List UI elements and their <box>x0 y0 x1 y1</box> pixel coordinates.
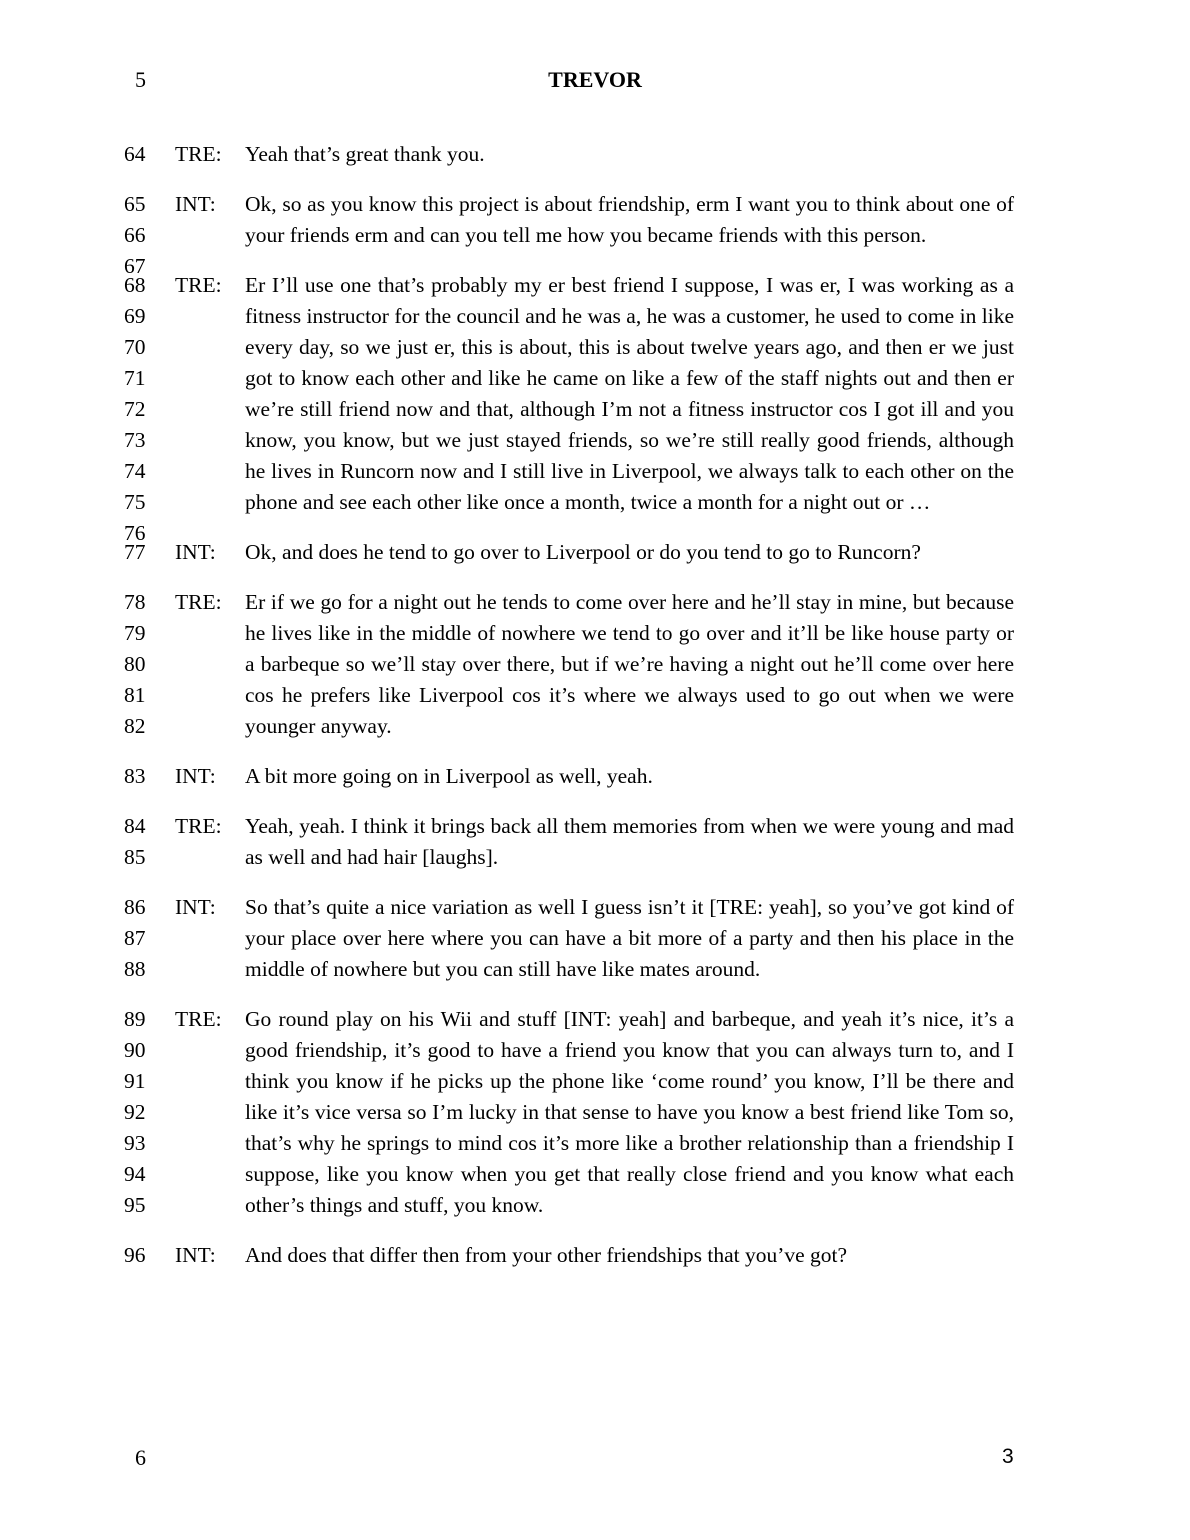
line-number: 82 <box>124 714 146 738</box>
utterance-text: And does that differ then from your other friendships that you’ve got? <box>245 1243 848 1267</box>
line-number: 73 <box>124 428 146 452</box>
speaker-label: INT: <box>175 895 216 919</box>
speaker-label: TRE: <box>175 590 222 614</box>
line-number: 78 <box>124 590 146 614</box>
speaker-label: INT: <box>175 540 216 564</box>
speaker-label: INT: <box>175 192 216 216</box>
line-number: 71 <box>124 366 146 390</box>
line-number: 86 <box>124 895 146 919</box>
utterance-text: Ok, so as you know this project is about friendship, erm I want you to think about one of your friends erm and can you tell me how you became friends with this person. <box>245 192 1014 247</box>
line-number: 79 <box>124 621 146 645</box>
line-number: 96 <box>124 1243 146 1267</box>
line-numbers <box>124 189 164 282</box>
transcript-turn <box>0 811 1190 873</box>
line-numbers <box>124 1004 164 1221</box>
line-number: 95 <box>124 1193 146 1217</box>
speaker-label: INT: <box>175 764 216 788</box>
transcript-turn <box>0 537 1190 568</box>
utterance-text: So that’s quite a nice variation as well I guess isn’t it [TRE: yeah], so you’ve got kind of your place over here where you can have a bit more of a party and then his place in the middle of nowhere but you can still have like mates around. <box>245 895 1014 981</box>
line-numbers <box>124 811 164 873</box>
line-number: 94 <box>124 1162 146 1186</box>
line-numbers <box>124 1240 164 1271</box>
transcript-turn <box>0 761 1190 792</box>
transcript-turn <box>0 270 1190 545</box>
transcript-turn <box>0 892 1190 985</box>
transcript-turn <box>0 1004 1190 1221</box>
line-number: 93 <box>124 1131 146 1155</box>
line-numbers <box>124 761 164 792</box>
line-number: 70 <box>124 335 146 359</box>
utterance-text: Yeah, yeah. I think it brings back all them memories from when we were young and mad as well and had hair [laughs]. <box>245 814 1014 869</box>
line-number: 84 <box>124 814 146 838</box>
footer-page-number: 3 <box>1002 1445 1014 1468</box>
line-number: 81 <box>124 683 146 707</box>
transcript-turn <box>0 189 1190 278</box>
line-number: 68 <box>124 273 146 297</box>
document-title: TREVOR <box>548 67 642 92</box>
speaker-label: TRE: <box>175 142 222 166</box>
utterance-text: A bit more going on in Liverpool as well, yeah. <box>245 764 653 788</box>
line-numbers <box>124 892 164 985</box>
line-number: 89 <box>124 1007 146 1031</box>
transcript-turn <box>0 1240 1190 1271</box>
line-number: 77 <box>124 540 146 564</box>
line-number: 65 <box>124 192 146 216</box>
transcript-turn <box>0 139 1190 170</box>
speaker-label: TRE: <box>175 273 222 297</box>
transcript <box>0 139 1190 1290</box>
speaker-label: TRE: <box>175 814 222 838</box>
line-number: 67 <box>124 254 146 278</box>
line-number: 80 <box>124 652 146 676</box>
line-numbers <box>124 139 164 170</box>
utterance-text: Yeah that’s great thank you. <box>245 142 485 166</box>
utterance-text: Go round play on his Wii and stuff [INT: yeah] and barbeque, and yeah it’s nice, it’s a good friendship, it’s good to have a friend you know that you can always turn to, and I think you know if he picks up the phone like ‘come round’ you know, I’ll be there and like it’s vice versa so I’m lucky in that sense to have you know a best friend like Tom so, that’s why he springs to mind cos it’s more like a brother relationship than a friendship I suppose, like you know when you get that really close friend and you know what each other’s things and stuff, you know. <box>245 1007 1014 1217</box>
speaker-label: INT: <box>175 1243 216 1267</box>
line-number: 76 <box>124 521 146 545</box>
line-numbers <box>124 270 164 549</box>
line-number: 64 <box>124 142 146 166</box>
line-number: 90 <box>124 1038 146 1062</box>
speaker-label: TRE: <box>175 1007 222 1031</box>
page-footer <box>0 1445 1190 1475</box>
line-number: 91 <box>124 1069 146 1093</box>
line-number: 83 <box>124 764 146 788</box>
line-number: 74 <box>124 459 146 483</box>
transcript-turn <box>0 587 1190 742</box>
utterance-text: Er if we go for a night out he tends to come over here and he’ll stay in mine, but because he lives like in the middle of nowhere we tend to go over and it’ll be like house party or a barbeque so we’ll stay over there, but if we’re having a night out he’ll come over here cos he prefers like Liverpool cos it’s where we always used to go out when we were younger anyway. <box>245 590 1014 738</box>
line-number: 69 <box>124 304 146 328</box>
line-number: 72 <box>124 397 146 421</box>
utterance-text: Ok, and does he tend to go over to Liverpool or do you tend to go to Runcorn? <box>245 540 921 564</box>
line-number: 92 <box>124 1100 146 1124</box>
footer-line-number: 6 <box>135 1445 146 1470</box>
header-page-number: 5 <box>135 67 146 92</box>
line-number: 75 <box>124 490 146 514</box>
page-header <box>0 67 1190 99</box>
line-number: 87 <box>124 926 146 950</box>
line-number: 66 <box>124 223 146 247</box>
line-numbers <box>124 587 164 742</box>
utterance-text: Er I’ll use one that’s probably my er best friend I suppose, I was er, I was working as a fitness instructor for the council and he was a, he was a customer, he used to come in like every day, so we just er, this is about, this is about twelve years ago, and then er we just got to know each other and like he came on like a few of the staff nights out and then er we’re still friend now and that, although I’m not a fitness instructor cos I got ill and you know, you know, but we just stayed friends, so we’re still really good friends, although he lives in Runcorn now and I still live in Liverpool, we always talk to each other on the phone and see each other like once a month, twice a month for a night out or … <box>245 273 1014 514</box>
line-number: 85 <box>124 845 146 869</box>
line-number: 88 <box>124 957 146 981</box>
line-numbers <box>124 537 164 568</box>
